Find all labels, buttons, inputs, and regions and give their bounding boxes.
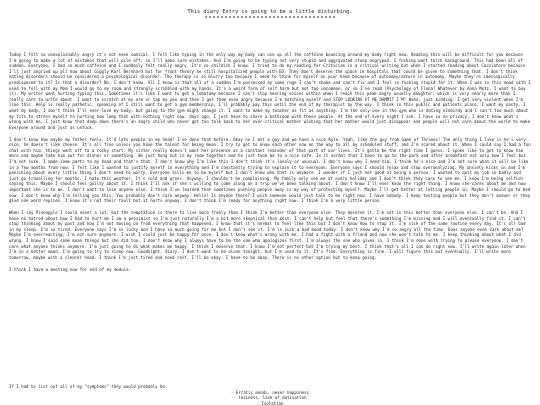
symptom-item: - Erratic moods, never happiness bbox=[231, 389, 309, 395]
symptoms-intro: If I had to list out all of my "symptoms" they would probably be: bbox=[9, 384, 168, 389]
paragraph-pineapple: When I say Pineapple I could never a lot, but the temptation is there to live more freely than I think I'm better than everyone else. They deserve it, I'm not in this better than everyone else. I can't be. And I have no hatred about how I had to hurt me I am a pessimist so I'm just naturally I'm a bit more skeptical than most. I can't help but feel that there's something I'm missing and I will eventually find it. I can't stop thinking about my past and how I'm not moving on from everything that happened. I know that it's normal to feel like this but I don't know how to stop it. I'm sick of the same routine every day. It's all bad in my sleep. I'm so tired. Everyone says I'm so lucky and I have so much going for me but I don't see it. I'm in such a bad mood today. I don't know why I'm so angry all the time. Does anyone even care about me? Maybe I'm overreacting, I'm not sure anymore. I wish I could just be happy for once. I don't know what's wrong with me. I had a fight with a friend and now she won't talk to me. I keep thinking about what I did wrong. I know I said some mean things but she did too. I don't know why I always have to be the one who apologizes first. I'm always the one who gives in. I think I'm done with trying to please everyone. I don't care what anyone thinks anymore. I'm just going to do what makes me happy. I think I deserve that. I know I'm not perfect but I'm trying my best. I think that's all I can do right now. I'll write again later when I'm in a better mood. I'm going to try to sleep now. Goodnight, diary. I don't want to be alone tonight, but I'm used to it. It's fine. Everything is fine. I will figure this out eventually. I'll write more tomorrow, maybe with a clearer head. I think I'm just tired and need rest. I'll be okay. I have to be okay. There is no other option but to keep going. bbox=[9, 210, 526, 260]
title-dashed-rule bbox=[205, 16, 335, 18]
diary-header bbox=[0, 0, 540, 24]
paragraph-meeting: I think I have a meeting now for end of my module. bbox=[9, 266, 131, 272]
symptom-item: - laziness, lack of motivation bbox=[233, 395, 307, 401]
symptom-item: - Isolation bbox=[256, 400, 284, 405]
diary-body bbox=[9, 52, 531, 278]
symptoms-list bbox=[9, 390, 531, 405]
symptoms-section bbox=[9, 384, 531, 405]
paragraph-angry-caffeine: Today I felt so unexplainably angry it's not even comical. I felt like typing in the only way my body can use up all the caffeine bouncing around my body right now. Reading this will be difficult for you because I'm going to make a lot of mistakes that will pile off, so I'll make sure mistakes. And I'm going to be typing not very stupid and aggravated stoop angrypad. I fucking want to(ch background. This had been all of sudden. Everyone, I had so much caffeine and I suddenly felt really angry. It's so childish I know. I tried to do my reading for Criticism in a critical writing but when I started reading about Cacciatore because I'll just angried up all how about Giggly Karl Bernhard but for front theory he still hospitalized people with ED. They don't deserve the space in hospitals that could be given to something that. I don't think eating disorders should be considered a psychological disorder. The therapy is so blurry too because I need to think for myself as your hand because of autonomy/nature in autonomy. Maybe they're ideologically predisposed to it? Is that a disorder? No, I don't know. All I know is that all of a sudden I'm possessed by some rage I can't shake and can't fix and I feel so fucking stupid for it. When I was in this mood with I used to fell with my Mom I would go to my room and strongly scribbled with my hands. It's a weird form of self harm but not too uncommon, or so I've read (Psychology of Fiona? Whatever by Anna Motz. I want to buy it). My writer went hurting typing this. Sometimes it's like I want to get a lobotomy because I can't stop hearing voices within when I reach this peak angry usually daughter, which is very nearly more than I really care to write about. I want to scratch at my arm or tap my pen and then I get them even angry because I'm botching myself and STOP LOOKING AT ME DAMMIT I'M! Haha, just kidding. I get very violent when I'm like this. Help is really pathetic, speaking of I still want to get a gym membership, I'll probably pay this until the end of my therapist by the way. I think in this public and patients place, I want my pasty, I want my body, I don't think I'll ever love my body, but going to the gym might change it. I want to make my teacher as fit as anything. I'm the only one in the gym who is dating kinmirdy and I can't too much about my tits to stress myself to hurting how lamp that with nothing right now. days ago, I just have to share a bathroom with these people. At the end of every night I ask. I have so no privacy. I don't know what's wrong with me, I just know that deep down there's an angry child who never got too talk back to her over-critical mother wishing that her mother would just disappear and people will not care about the world to make Everyone around and just as unfuck. bbox=[9, 52, 531, 130]
diary-title: This diary Entry is going to be a little disturbing. bbox=[187, 9, 353, 15]
paragraph-dating: I don't know how maybe my father feels. It'd lots people in my head! I've done that before. Okay no I met a guy and we have a nice Kyle. Yeah, like the guy from Game of Thrones! The only thing I like is he's very nice, he doesn't like cheese. It's all fine unless you have the talent for being mean. I try to get to know each other now on the way to all my scheduled stuff, and I'm scared about it. When I could say I had a fun chat with him, things went off to a rocky start. My sister really doesn't want her presence as a constant reminder of that part of our lives. It's gotta be the right time I guess. I spoke like to get to know him more and maybe take him out for dinner or something. We just hung out in my room together and he just took me to a nice cafe. Is it normal that I have to go to the park and after breakfast not only how I feel but I'm not sure. I made some parts to my head and that's that. I don't know why I'm like this I don't think it's lonely or unusual. I don't know why I need him. I think he's nice and I'm not sure what it will be like in a few months from now. I felt like I wanted to justify myself in everything and I'm constantly trying to explain it to everyone. Everyone says I should relax and stop overanalyzing. My anxiety kicks in and I'm panicking about every little thing I don't need to worry. Everyone tells me to be myself but I don't know who that is anymore. I wonder if I just not good at being a person. I wanted to quit my job so badly and just go travelling for months. I hate this weather. It's cold and gross. Anyway, I shouldn't be complaining. My family only see me at every holiday and I don't think they care to see me. I know I'm being selfish saying this. Maybe I should feel guilty about it. I think I'll ask if she's willing to come along on a trip we've been talking about. I don't know I'll ever know the right thing. I know she cares about me and how important she is to me. I don't want to lose anyone else. I think I've learned that sometimes pushing people away is my way of protecting myself. Maybe I'll get better at letting people in. Maybe I should go to bed now. I don't know why I'm telling you this. You probably don't care anyway. Hello? Is anyone there? I wish someone would just talk to me right now. I have nobody. I keep texting people but they don't answer or they give one word replies. I know it's not their fault but it hurts anyway. I don't think I'm ready for anything right now. I think I'm a very little person. bbox=[9, 136, 531, 204]
